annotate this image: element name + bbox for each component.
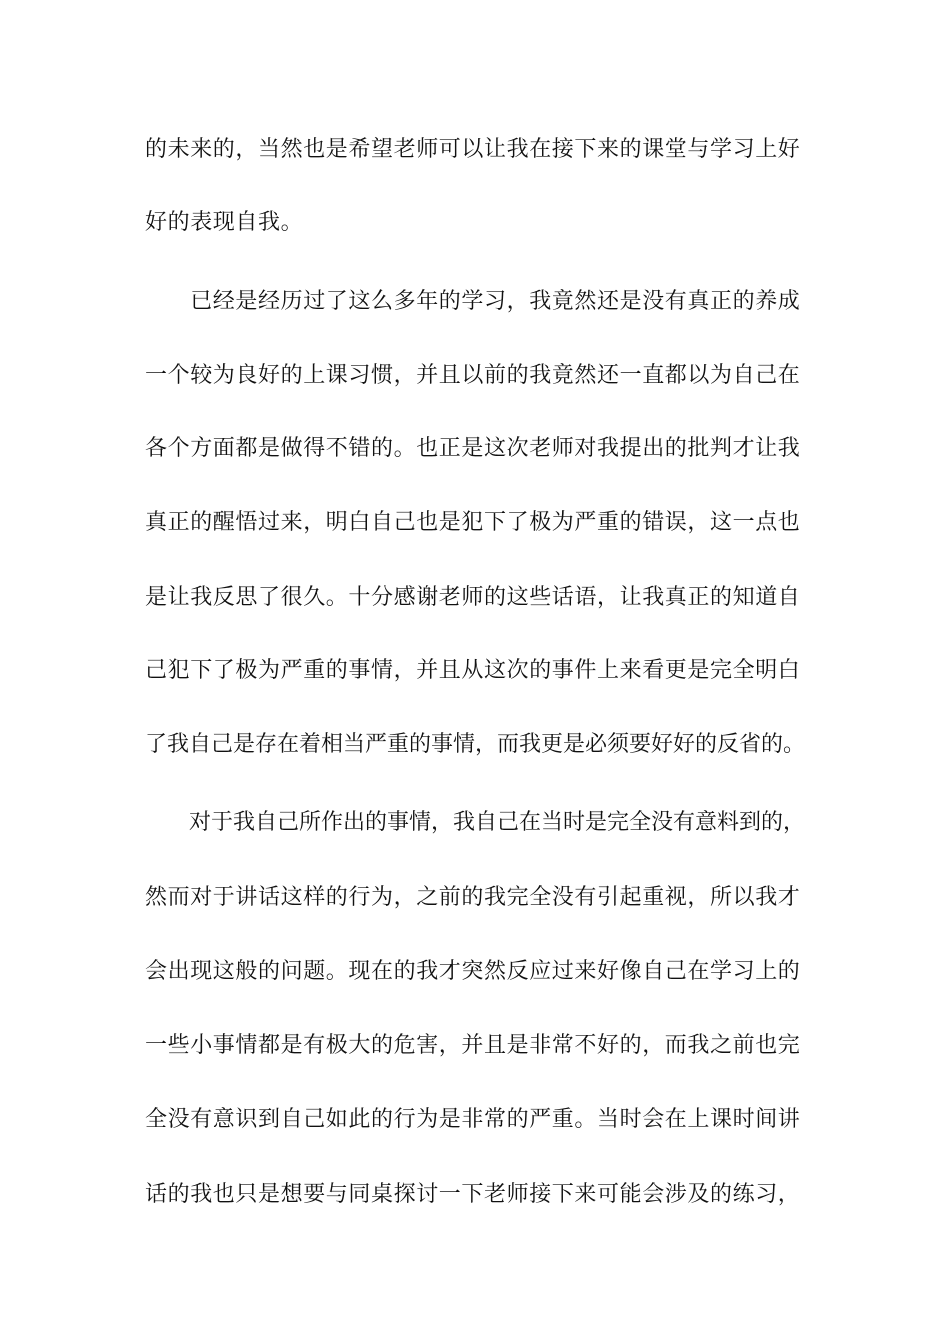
- text-line: 全没有意识到自己如此的行为是非常的严重。当时会在上课时间讲: [145, 1107, 801, 1132]
- text-line: 的未来的，当然也是希望老师可以让我在接下来的课堂与学习上好: [145, 137, 801, 162]
- text-line: 然而对于讲话这样的行为，之前的我完全没有引起重视，所以我才: [145, 885, 801, 910]
- text-line: 一个较为良好的上课习惯，并且以前的我竟然还一直都以为自己在: [145, 363, 801, 388]
- text-line: 话的我也只是想要与同桌探讨一下老师接下来可能会涉及的练习，: [145, 1182, 801, 1207]
- text-line: 一些小事情都是有极大的危害，并且是非常不好的，而我之前也完: [145, 1033, 801, 1058]
- text-line: 了我自己是存在着相当严重的事情，而我更是必须要好好的反省的。: [145, 732, 806, 757]
- text-line: 会出现这般的问题。现在的我才突然反应过来好像自己在学习上的: [145, 959, 801, 984]
- text-line: 对于我自己所作出的事情，我自己在当时是完全没有意料到的，: [145, 810, 806, 835]
- text-line: 真正的醒悟过来，明白自己也是犯下了极为严重的错误，这一点也: [145, 510, 801, 535]
- text-line: 是让我反思了很久。十分感谢老师的这些话语，让我真正的知道自: [145, 585, 801, 610]
- text-line: 各个方面都是做得不错的。也正是这次老师对我提出的批判才让我: [145, 436, 801, 461]
- text-line: 己犯下了极为严重的事情，并且从这次的事件上来看更是完全明白: [145, 658, 801, 683]
- text-line: 已经是经历过了这么多年的学习，我竟然还是没有真正的养成: [145, 289, 801, 314]
- text-line: 好的表现自我。: [145, 210, 304, 235]
